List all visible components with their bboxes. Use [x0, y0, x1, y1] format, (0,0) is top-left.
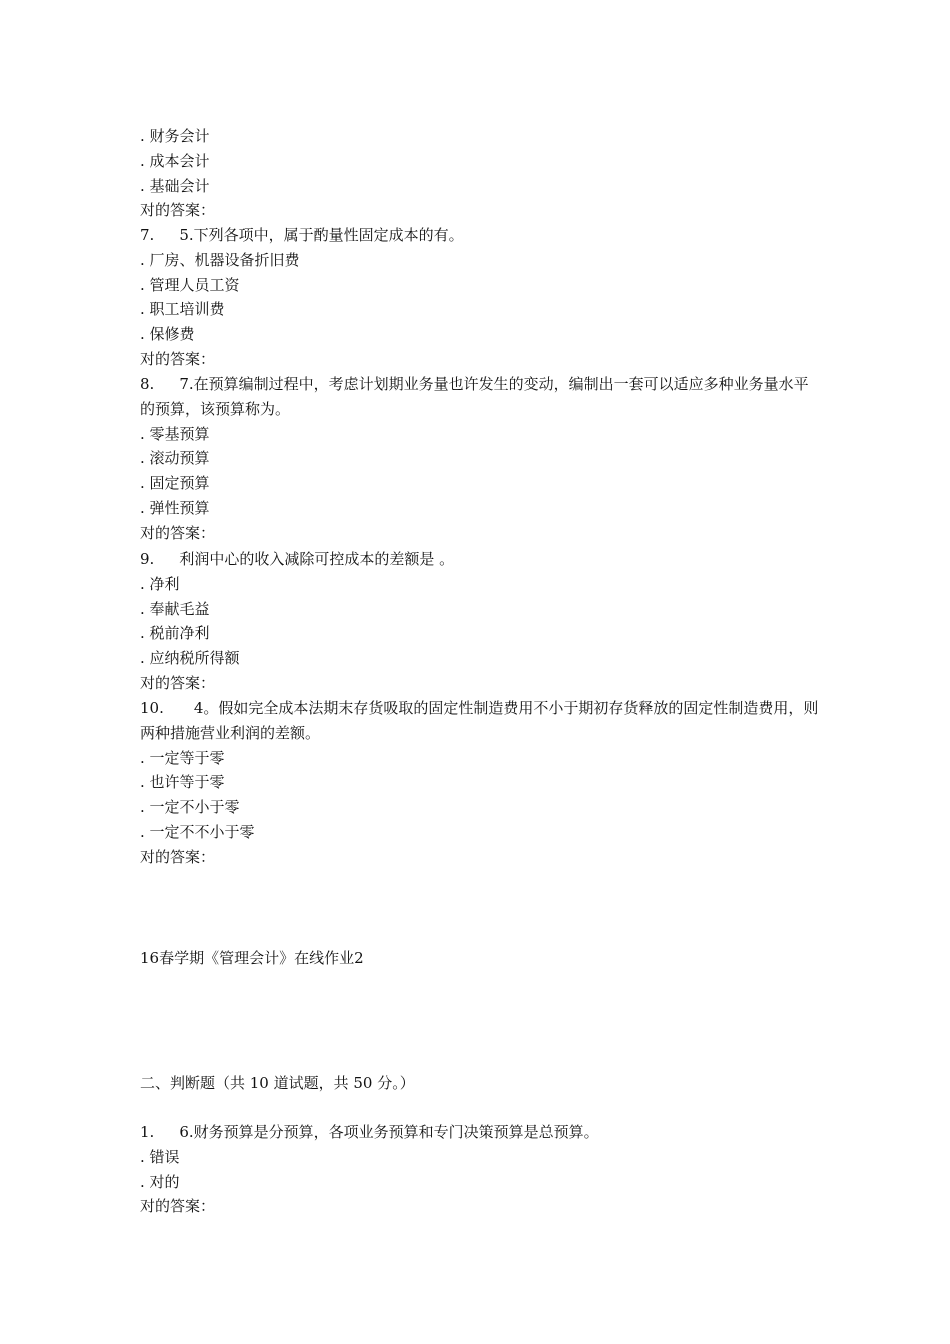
question-line [140, 372, 820, 422]
option-line: . 应纳税所得额 [140, 649, 240, 668]
question-9 [140, 547, 820, 696]
option-line: . 对的 [140, 1172, 180, 1191]
option-line: . 一定不小于零 [140, 798, 240, 817]
question-text: 利润中心的收入减除可控成本的差额是 。 [179, 550, 455, 568]
option-line: . 净利 [140, 574, 180, 593]
question-text: 4。假如完全成本法期末存货吸取的固定性制造费用不小于期初存货释放的固定性制造费用，则两种措施营业利润的差额。 [140, 699, 819, 742]
question-line [140, 547, 820, 572]
question-7 [140, 223, 820, 372]
option-line: . 奉献毛益 [140, 599, 210, 618]
option-line: . 弹性预算 [140, 498, 210, 517]
option-line: . 成本会计 [140, 151, 210, 170]
question-number: 10. [140, 699, 164, 717]
answer-label: 对的答案： [140, 673, 216, 692]
question-text: 5.下列各项中，属于酌量性固定成本的有。 [179, 226, 464, 244]
question-number: 7. [140, 226, 155, 244]
option-line: . 也许等于零 [140, 773, 225, 792]
question-line [140, 696, 820, 746]
option-line: . 财务会计 [140, 127, 210, 145]
question-number: 9. [140, 550, 155, 568]
answer-label: 对的答案： [140, 523, 216, 542]
question-8 [140, 372, 820, 546]
question-number: 8. [140, 375, 155, 393]
option-line: . 一定等于零 [140, 748, 225, 767]
option-line: . 管理人员工资 [140, 275, 240, 294]
option-line: . 税前净利 [140, 624, 210, 643]
option-line: . 职工培训费 [140, 300, 225, 319]
question-line [140, 1120, 820, 1145]
previous-question-tail [140, 124, 820, 223]
answer-label: 对的答案： [140, 349, 216, 368]
question-text: 7.在预算编制过程中，考虑计划期业务量也许发生的变动，编制出一套可以适应多种业务量水平的预算，该预算称为。 [140, 375, 809, 418]
question-10 [140, 696, 820, 870]
document-title: 16春学期《管理会计》在线作业2 [140, 949, 364, 967]
option-line: . 基础会计 [140, 176, 210, 195]
answer-label: 对的答案： [140, 201, 216, 220]
option-line: . 保修费 [140, 325, 195, 344]
option-line: . 滚动预算 [140, 449, 210, 468]
answer-label: 对的答案： [140, 847, 216, 866]
option-line: . 厂房、机器设备折旧费 [140, 250, 300, 269]
option-line: . 一定不不小于零 [140, 822, 255, 841]
section-heading: 二、判断题（共 10 道试题，共 50 分。） [140, 1074, 415, 1092]
question-line [140, 223, 820, 248]
judge-question-1 [140, 1120, 820, 1219]
question-number: 1. [140, 1123, 155, 1141]
option-line: . 零基预算 [140, 424, 210, 443]
option-line: . 错误 [140, 1147, 180, 1166]
answer-label: 对的答案： [140, 1197, 216, 1216]
question-text: 6.财务预算是分预算，各项业务预算和专门决策预算是总预算。 [179, 1123, 599, 1141]
option-line: . 固定预算 [140, 474, 210, 493]
